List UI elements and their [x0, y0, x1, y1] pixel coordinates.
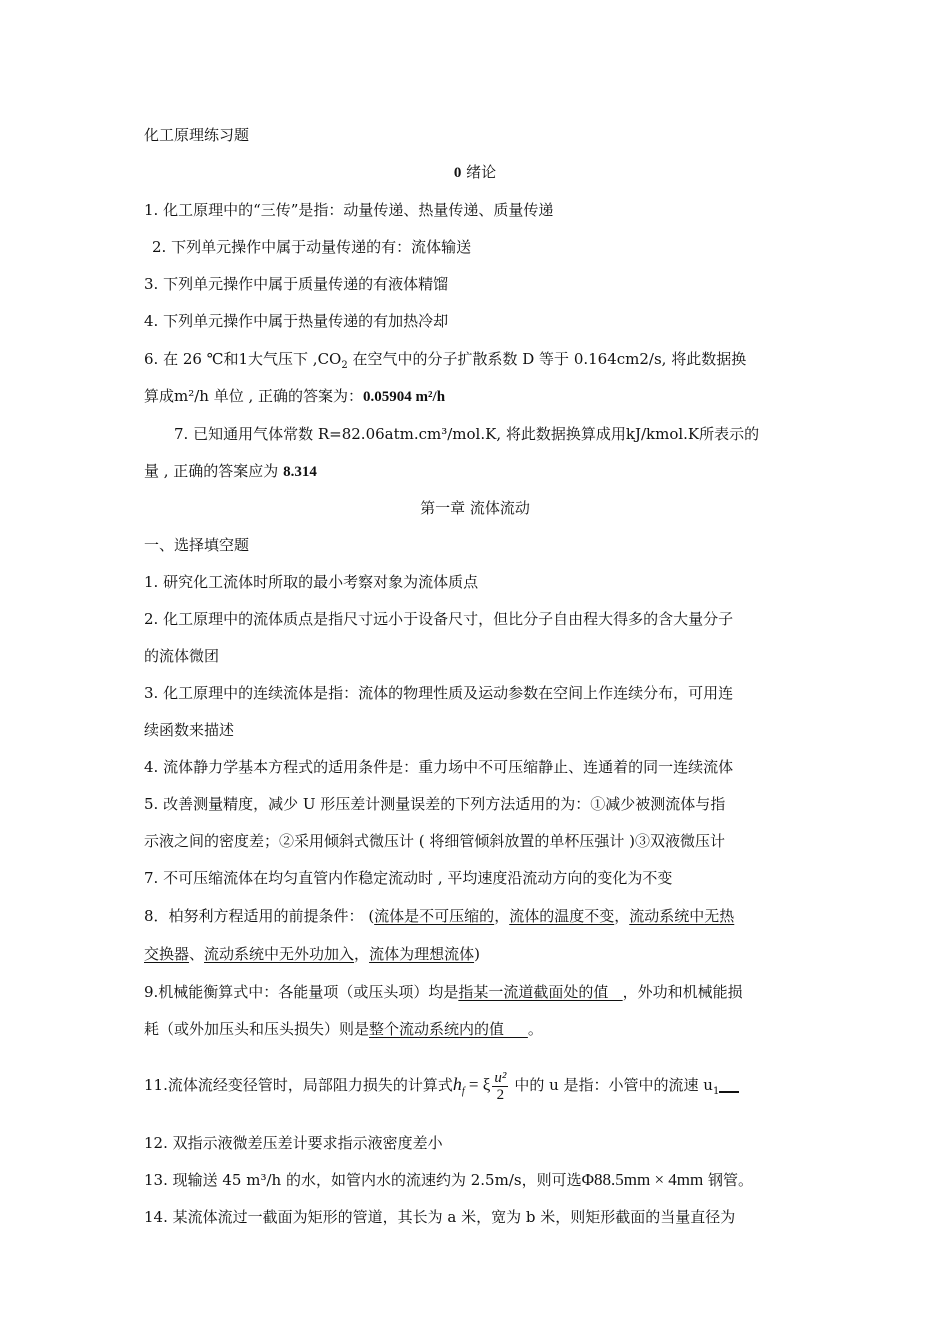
- ch1-question-4: 4. 流体静力学基本方程式的适用条件是：重力场中不可压缩静止、连通着的同一连续流体: [144, 758, 734, 776]
- q8-text: 8．柏努利方程适用的前提条件： (: [144, 907, 375, 925]
- ch0-question-7-line1: 7. 已知通用气体常数 R=82.06atm.cm³/mol.K, 将此数据换算成用kJ/kmol.K所表示的: [174, 425, 760, 443]
- ch1-question-9-line1: [144, 982, 806, 1002]
- q11-denominator: 2: [496, 1086, 505, 1103]
- q8-condition-3: 流动系统中无热: [629, 907, 735, 925]
- q11-formula-h: h: [452, 1074, 462, 1094]
- q7-answer: 8.314: [283, 464, 317, 480]
- ch1-question-11: [144, 1064, 806, 1112]
- q11-text: 11.流体流经变径管时，局部阻力损失的计算式: [144, 1076, 453, 1094]
- section-heading: 一、选择填空题: [144, 536, 250, 554]
- q9-answer-1: 指某一流道截面处的值: [458, 983, 623, 1001]
- ch0-question-3: 3. 下列单元操作中属于质量传递的有液体精馏: [144, 275, 449, 293]
- q11-formula-sub-f: f: [461, 1086, 465, 1097]
- chapter-1-heading: 第一章 流体流动: [420, 499, 530, 517]
- q8-close-paren: ): [474, 945, 480, 963]
- ch1-question-2-line2: 的流体微团: [144, 647, 220, 665]
- q8-condition-5: 流体为理想流体: [369, 945, 475, 963]
- chapter-0-heading: [0, 162, 950, 183]
- q6-text: 6. 在 26 ℃和1大气压下 ,CO: [144, 350, 342, 368]
- ch0-question-2: 2. 下列单元操作中属于动量传递的有：流体输送: [152, 238, 472, 256]
- ch1-question-9-line2: [144, 1019, 806, 1039]
- q8-condition-1: 流体是不可压缩的: [374, 907, 495, 925]
- q8-separator: ，: [614, 907, 630, 925]
- ch1-question-8-line2: [144, 944, 806, 964]
- q9-text-line2: 耗（或外加压头和压头损失）则是: [144, 1020, 370, 1038]
- ch1-question-2-line1: 2. 化工原理中的流体质点是指尺寸远小于设备尺寸，但比分子自由程大得多的含大量分子: [144, 610, 734, 628]
- ch1-question-12: 12. 双指示液微差压差计要求指示液密度差小: [144, 1134, 443, 1152]
- q11-formula-eq: = ξ: [464, 1075, 491, 1094]
- ch1-question-5-line2: 示液之间的密度差；②采用倾斜式微压计 ( 将细管倾斜放置的单杯压强计 )③双液微压计: [144, 832, 726, 850]
- ch1-question-8-line1: [144, 906, 806, 926]
- q8-condition-3-cont: 交换器: [144, 945, 190, 963]
- q13-text-post: 钢管。: [703, 1171, 754, 1189]
- q9-text: 9.机械能衡算式中：各能量项（或压头项）均是: [144, 983, 459, 1001]
- q8-separator: ，: [494, 907, 510, 925]
- q9-answer-2: 整个流动系统内的值: [369, 1020, 528, 1038]
- ch0-question-7-line2: [144, 461, 806, 482]
- q11-blank-line: [719, 1091, 739, 1093]
- ch1-question-5-line1: 5. 改善测量精度，减少 U 形压差计测量误差的下列方法适用的为：①减少被测流体与指: [144, 795, 726, 813]
- ch1-question-3-line1: 3. 化工原理中的连续流体是指：流体的物理性质及运动参数在空间上作连续分布，可用连: [144, 684, 734, 702]
- q11-subscript: 1: [712, 1086, 720, 1097]
- q9-text-mid: ，外功和机械能损: [622, 983, 743, 1001]
- q11-fraction: [492, 1070, 508, 1103]
- q8-separator: ，: [354, 945, 370, 963]
- q6-text-cont: 在空气中的分子扩散系数 D 等于 0.164cm2/s, 将此数据换: [347, 350, 747, 368]
- q6-answer: 0.05904 m²/h: [363, 389, 446, 405]
- ch1-question-13: [144, 1170, 806, 1190]
- q13-pipe-spec: Φ88.5mm × 4mm: [581, 1170, 704, 1189]
- q6-text-line2: 算成m²/h 单位 , 正确的答案为：: [144, 387, 364, 405]
- q9-period: 。: [527, 1020, 543, 1038]
- q6-subscript: 2: [341, 360, 348, 371]
- ch1-question-14: 14. 某流体流过一截面为矩形的管道，其长为 a 米，宽为 b 米，则矩形截面的当量直径为: [144, 1208, 736, 1226]
- q11-text-post: 中的 u 是指：小管中的流速 u: [514, 1076, 713, 1094]
- document-title: 化工原理练习题: [144, 126, 250, 144]
- chapter-0-name: 绪论: [466, 163, 497, 181]
- chapter-0-number: 0: [453, 165, 462, 181]
- q8-separator: 、: [189, 945, 205, 963]
- q8-condition-4: 流动系统中无外功加入: [204, 945, 355, 963]
- ch0-question-1: 1. 化工原理中的“三传”是指：动量传递、热量传递、质量传递: [144, 201, 554, 219]
- q11-numerator: u²: [494, 1069, 507, 1086]
- ch0-question-6-line2: [144, 386, 806, 407]
- q7-text-line2: 量 , 正确的答案应为: [144, 462, 284, 480]
- q8-condition-2: 流体的温度不变: [509, 907, 615, 925]
- ch1-question-3-line2: 续函数来描述: [144, 721, 235, 739]
- ch1-question-7: 7. 不可压缩流体在均匀直管内作稳定流动时 , 平均速度沿流动方向的变化为不变: [144, 869, 673, 887]
- ch0-question-6-line1: [144, 349, 806, 376]
- q13-text: 13. 现输送 45 m³/h 的水，如管内水的流速约为 2.5m/s，则可选: [144, 1171, 582, 1189]
- ch0-question-4: 4. 下列单元操作中属于热量传递的有加热冷却: [144, 312, 449, 330]
- ch1-question-1: 1. 研究化工流体时所取的最小考察对象为流体质点: [144, 573, 479, 591]
